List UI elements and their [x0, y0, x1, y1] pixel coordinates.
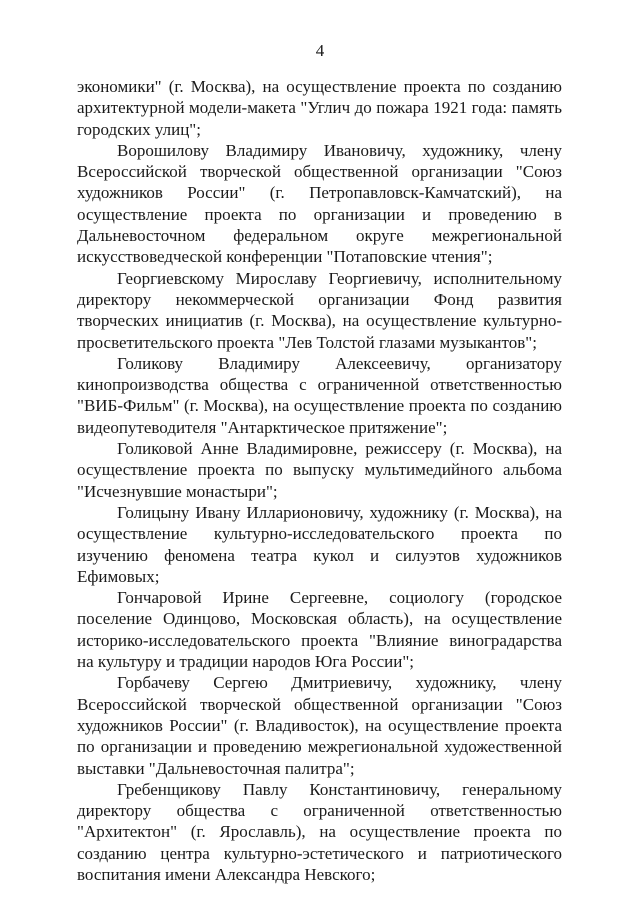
paragraph-goncharova: Гончаровой Ирине Сергеевне, социологу (городское поселение Одинцово, Московская область), на осуществление историко-исследовательского проекта "Влияние виноградарства на культуру и традиции народов Юга России"; — [77, 588, 562, 672]
paragraph-golitsyn: Голицыну Ивану Илларионовичу, художнику (г. Москва), на осуществление культурно-исследовательского проекта по изучению феномена театра кукол и силуэтов художников Ефимовых; — [77, 502, 562, 586]
paragraph-grebenshchikov: Гребенщикову Павлу Константиновичу, генеральному директору общества с ограниченной ответственностью "Архитектон" (г. Ярославль), на осуществление проекта по созданию центра культурно-эстетического и патриотического воспитания имени Александра Невского; — [77, 779, 562, 884]
paragraph-georgievsky: Георгиевскому Мирославу Георгиевичу, исполнительному директору некоммерческой организации Фонд развития творческих инициатив (г. Москва), на осуществление культурно-просветительского проекта "Лев Толстой глазами музыкантов"; — [77, 268, 562, 352]
paragraph-continuation: экономики" (г. Москва), на осуществление проекта по созданию архитектурной модели-макета "Углич до пожара 1921 года: память городских улиц"; — [77, 77, 562, 139]
paragraph-golikova: Голиковой Анне Владимировне, режиссеру (г. Москва), на осуществление проекта по выпуску мультимедийного альбома "Исчезнувшие монастыри"; — [77, 439, 562, 501]
page-number: 4 — [315, 41, 325, 60]
paragraph-gorbachev: Горбачеву Сергею Дмитриевичу, художнику, члену Всероссийской творческой общественной организации "Союз художников России" (г. Владивосток), на осуществление проекта по организации и проведению межрегиональной художественной выставки "Дальневосточная палитра"; — [77, 673, 562, 778]
paragraph-voroshilov: Ворошилову Владимиру Ивановичу, художнику, члену Всероссийской творческой общественной организации "Союз художников России" (г. Петропавловск-Камчатский), на осуществление проекта по организации и проведению в Дальневосточном федеральном округе межрегиональной искусствоведческой конференции "Потаповские чтения"; — [77, 140, 562, 267]
paragraph-golikov: Голикову Владимиру Алексеевичу, организатору кинопроизводства общества с ограниченной ответственностью "ВИБ-Фильм" (г. Москва), на осуществление проекта по созданию видеопутеводителя "Антарктическое притяжение"; — [77, 353, 562, 437]
document-body — [77, 76, 562, 885]
